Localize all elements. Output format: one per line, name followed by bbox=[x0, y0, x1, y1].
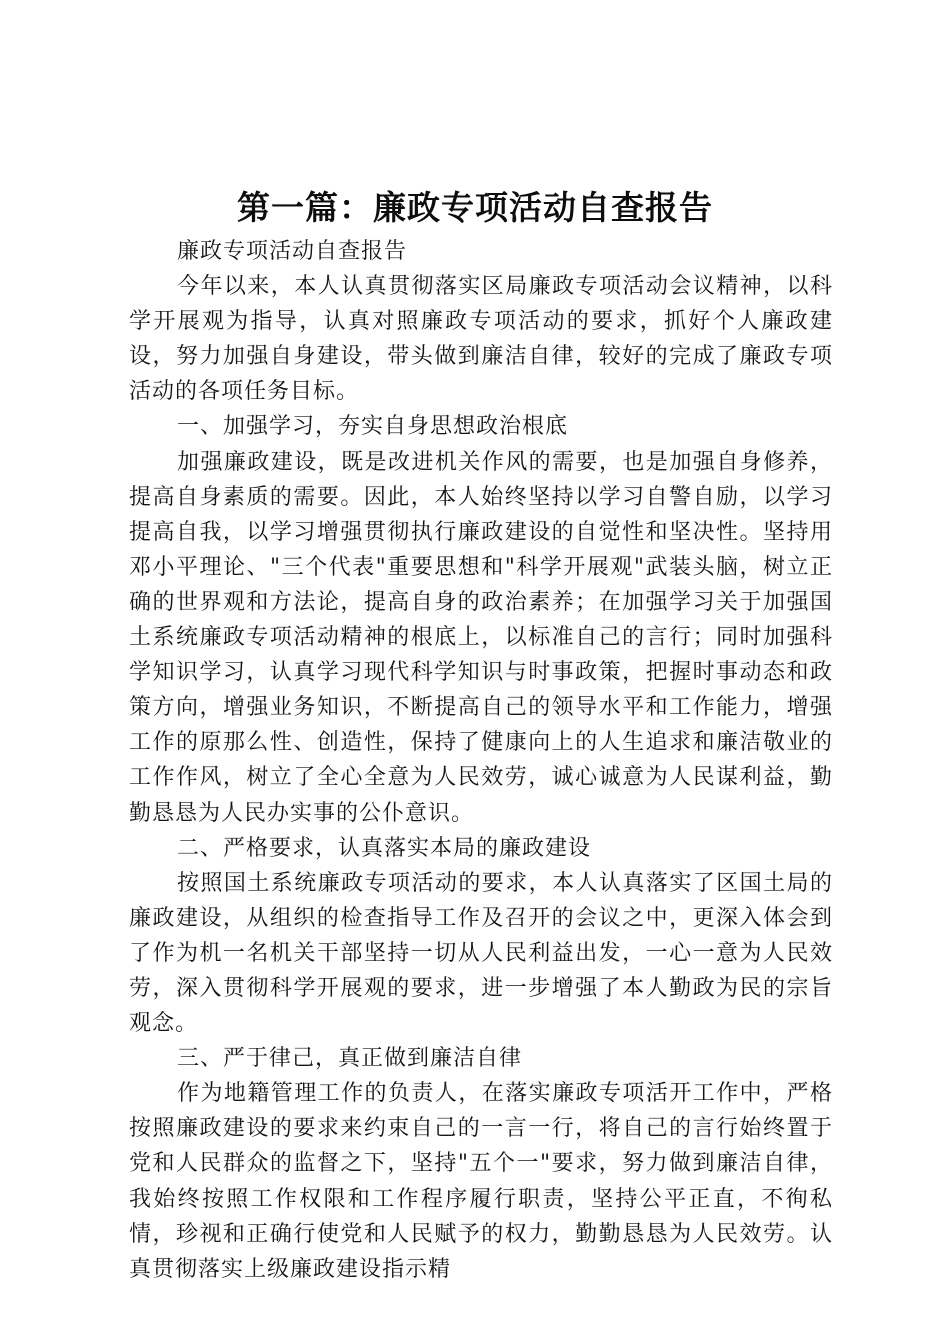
section-paragraph-3: 作为地籍管理工作的负责人，在落实廉政专项活开工作中，严格按照廉政建设的要求来约束自己的一言一行，将自己的言行始终置于党和人民群众的监督之下，坚持"五个一"要求，努力做到廉洁自律，我始终按照工作权限和工作程序履行职责，坚持公平正直，不徇私情，珍视和正确行使党和人民赋予的权力，勤勤恳恳为人民效劳。认真贯彻落实上级廉政建设指示精 bbox=[129, 1081, 833, 1282]
section-heading-3: 三、严于律己，真正做到廉洁自律 bbox=[177, 1046, 523, 1072]
document-body bbox=[129, 234, 833, 1287]
document-title: 第一篇：廉政专项活动自查报告 bbox=[237, 188, 713, 227]
section-heading-1: 一、加强学习，夯实自身思想政治根底 bbox=[177, 414, 569, 440]
section-paragraph-2: 按照国土系统廉政专项活动的要求，本人认真落实了区国土局的廉政建设，从组织的检查指导工作及召开的会议之中，更深入体会到了作为机一名机关干部坚持一切从人民利益出发，一心一意为人民效劳，深入贯彻科学开展观的要求，进一步增强了本人勤政为民的宗旨观念。 bbox=[129, 870, 833, 1037]
section-paragraph-1: 加强廉政建设，既是改进机关作风的需要，也是加强自身修养，提高自身素质的需要。因此，本人始终坚持以学习自警自励，以学习提高自我，以学习增强贯彻执行廉政建设的自觉性和坚决性。坚持用邓小平理论、"三个代表"重要思想和"科学开展观"武装头脑，树立正确的世界观和方法论，提高自身的政治素养；在加强学习关于加强国土系统廉政专项活动精神的根底上，以标准自己的言行；同时加强科学知识学习，认真学习现代科学知识与时事政策，把握时事动态和政策方向，增强业务知识，不断提高自己的领导水平和工作能力，增强工作的原那么性、创造性，保持了健康向上的人生追求和廉洁敬业的工作作风，树立了全心全意为人民效劳，诚心诚意为人民谋利益，勤勤恳恳为人民办实事的公仆意识。 bbox=[129, 449, 833, 826]
report-subtitle: 廉政专项活动自查报告 bbox=[177, 239, 408, 264]
intro-paragraph: 今年以来，本人认真贯彻落实区局廉政专项活动会议精神，以科学开展观为指导，认真对照廉政专项活动的要求，抓好个人廉政建设，努力加强自身建设，带头做到廉洁自律，较好的完成了廉政专项活动的各项任务目标。 bbox=[129, 274, 833, 405]
section-heading-2: 二、严格要求，认真落实本局的廉政建设 bbox=[177, 835, 592, 861]
